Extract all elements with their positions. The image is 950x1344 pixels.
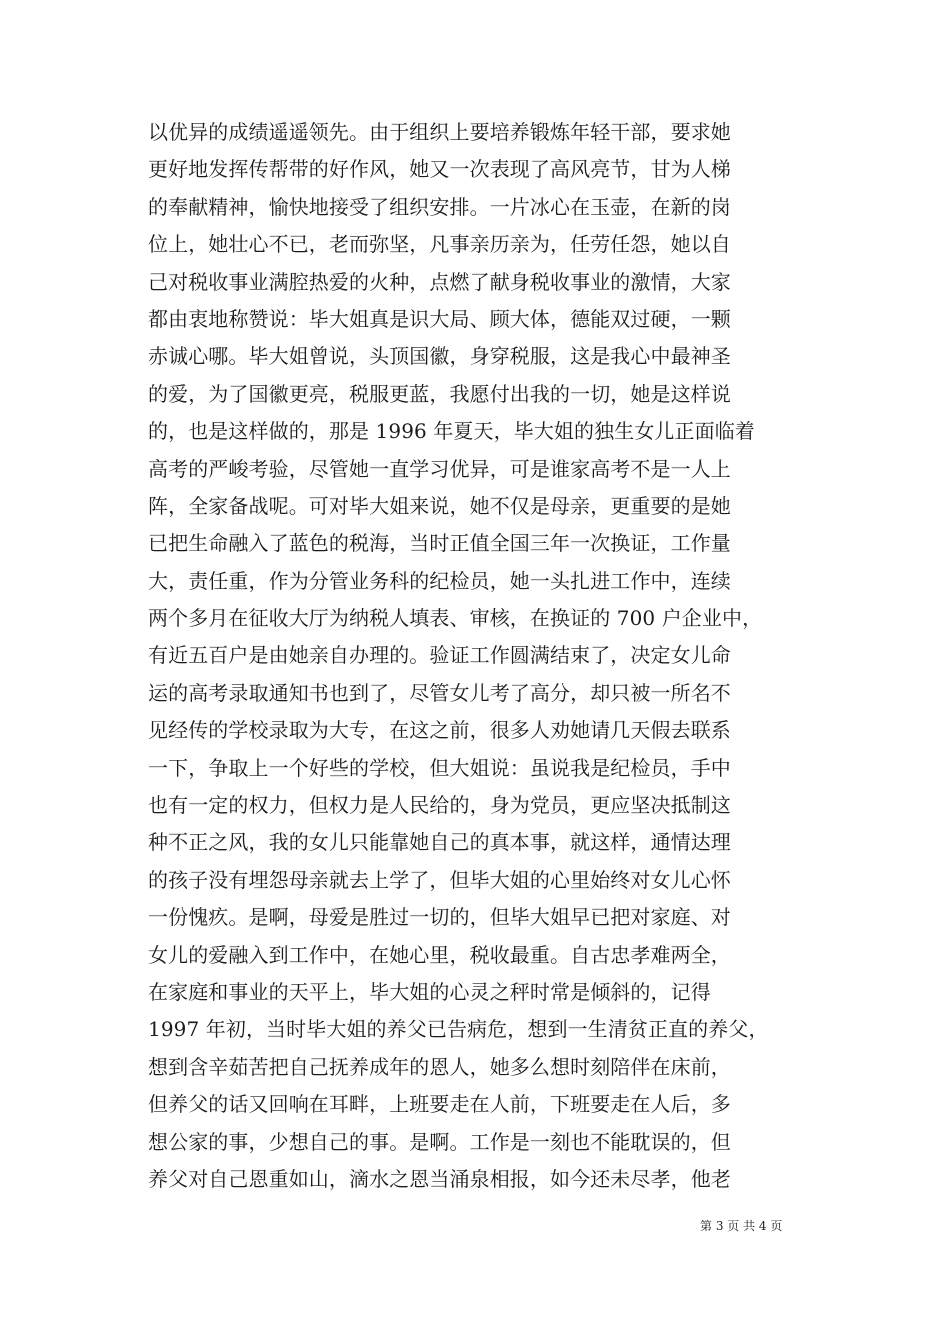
text-line: 的奉献精神，愉快地接受了组织安排。一片冰心在玉壶，在新的岗: [148, 194, 731, 219]
text-line: 但养父的话又回响在耳畔，上班要走在人前，下班要走在人后，多: [148, 1092, 731, 1117]
text-line: 1997 年初，当时毕大姐的养父已告病危，想到一生清贫正直的养父，: [148, 1017, 769, 1042]
text-line: 更好地发挥传帮带的好作风，她又一次表现了高风亮节，甘为人梯: [148, 157, 731, 182]
text-line: 的爱，为了国徽更亮，税服更蓝，我愿付出我的一切，她是这样说: [148, 381, 731, 406]
text-line: 养父对自己恩重如山，滴水之恩当涌泉相报，如今还未尽孝，他老: [148, 1166, 731, 1191]
text-line: 高考的严峻考验，尽管她一直学习优异，可是谁家高考不是一人上: [148, 456, 731, 481]
text-line: 位上，她壮心不已，老而弥坚，凡事亲历亲为，任劳任怨，她以自: [148, 232, 731, 257]
text-line: 大，责任重，作为分管业务科的纪检员，她一头扎进工作中，连续: [148, 568, 731, 593]
text-line: 以优异的成绩遥遥领先。由于组织上要培养锻炼年轻干部，要求她: [148, 120, 731, 144]
body-text: [148, 114, 808, 1198]
text-line: 种不正之风，我的女儿只能靠她自己的真本事，就这样，通情达理: [148, 830, 731, 855]
text-line: 女儿的爱融入到工作中，在她心里，税收最重。自古忠孝难两全，: [148, 942, 731, 967]
text-line: 已把生命融入了蓝色的税海，当时正值全国三年一次换证，工作量: [148, 531, 731, 556]
text-line: 也有一定的权力，但权力是人民给的，身为党员，更应坚决抵制这: [148, 793, 731, 818]
text-line: 见经传的学校录取为大专，在这之前，很多人劝她请几天假去联系: [148, 718, 731, 743]
text-line: 想公家的事，少想自己的事。是啊。工作是一刻也不能耽误的，但: [148, 1129, 731, 1154]
text-line: 想到含辛茹苦把自己抚养成年的恩人，她多么想时刻陪伴在床前，: [148, 1054, 731, 1079]
text-line: 的孩子没有埋怨母亲就去上学了，但毕大姐的心里始终对女儿心怀: [148, 867, 731, 892]
text-line: 在家庭和事业的天平上，毕大姐的心灵之秤时常是倾斜的，记得: [148, 979, 711, 1004]
text-line: 一下，争取上一个好些的学校，但大姐说：虽说我是纪检员，手中: [148, 755, 731, 780]
text-line: 赤诚心哪。毕大姐曾说，头顶国徽，身穿税服，这是我心中最神圣: [148, 344, 731, 369]
text-line: 两个多月在征收大厅为纳税人填表、审核，在换证的 700 户企业中，: [148, 606, 763, 631]
text-line: 都由衷地称赞说：毕大姐真是识大局、顾大体，德能双过硬，一颗: [148, 306, 731, 331]
page-number-footer: 第 3 页 共 4 页: [700, 1219, 783, 1233]
text-line: 的，也是这样做的，那是 1996 年夏天，毕大姐的独生女儿正面临着: [148, 419, 755, 444]
text-line: 运的高考录取通知书也到了，尽管女儿考了高分，却只被一所名不: [148, 680, 731, 705]
text-line: 有近五百户是由她亲自办理的。验证工作圆满结束了，决定女儿命: [148, 643, 731, 668]
text-line: 一份愧疚。是啊，母爱是胜过一切的，但毕大姐早已把对家庭、对: [148, 905, 731, 930]
text-line: 阵，全家备战呢。可对毕大姐来说，她不仅是母亲，更重要的是她: [148, 493, 731, 518]
text-line: 己对税收事业满腔热爱的火种，点燃了献身税收事业的激情，大家: [148, 269, 731, 294]
